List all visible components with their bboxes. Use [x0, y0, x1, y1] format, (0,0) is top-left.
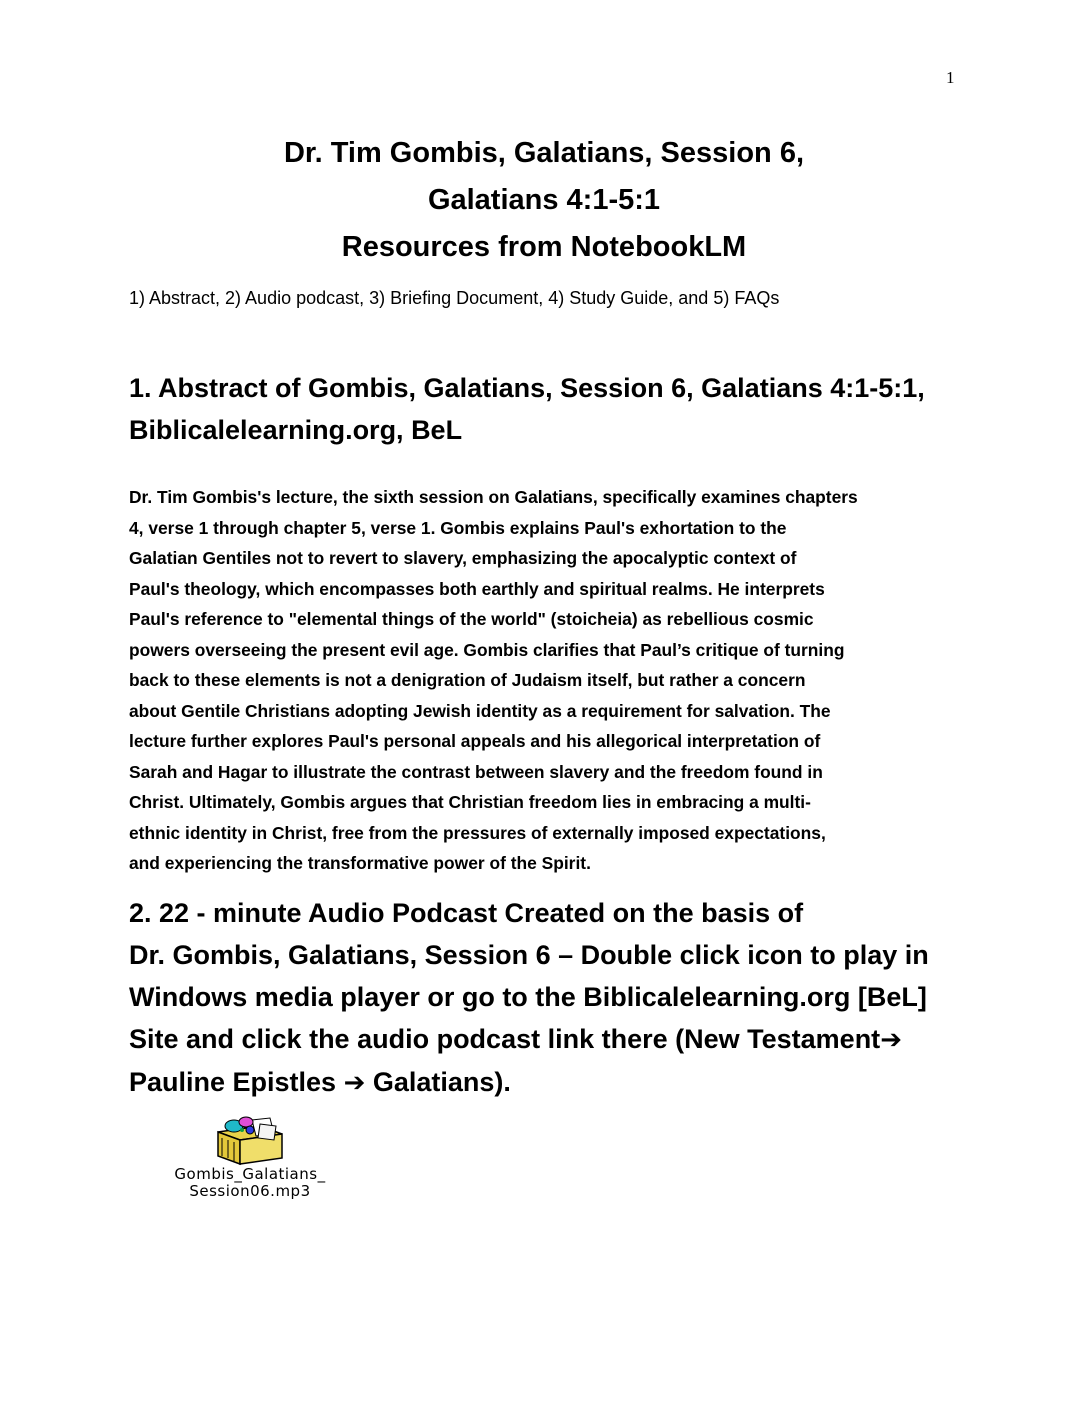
section-2-line-5-b: Galatians).	[365, 1067, 511, 1097]
abstract-line: lecture further explores Paul's personal appeals and his allegorical interpretation of	[129, 731, 821, 751]
mp3-package-icon[interactable]	[212, 1116, 288, 1166]
abstract-line: Paul's theology, which encompasses both earthly and spiritual realms. He interprets	[129, 578, 825, 599]
page-title	[0, 130, 1088, 271]
resource-list: 1) Abstract, 2) Audio podcast, 3) Briefing Document, 4) Study Guide, and 5) FAQs	[129, 288, 780, 308]
abstract-line: powers overseeing the present evil age. Gombis clarifies that Paul’s critique of turning	[129, 639, 845, 660]
section-1-heading	[129, 367, 959, 451]
right-arrow-icon: ➔	[343, 1068, 366, 1098]
section-2-line-4-text: Site and click the audio podcast link there (New Testament	[129, 1024, 881, 1054]
abstract-line: Sarah and Hagar to illustrate the contrast between slavery and the freedom found in	[129, 761, 823, 782]
title-line-1: Dr. Tim Gombis, Galatians, Session 6,	[283, 137, 805, 169]
section-2-line-5-a: Pauline Epistles	[129, 1067, 344, 1097]
abstract-line: back to these elements is not a denigration of Judaism itself, but rather a concern	[129, 670, 806, 690]
abstract-line: ethnic identity in Christ, free from the pressures of externally imposed expectations,	[129, 822, 826, 843]
section-1-heading-line-1: 1. Abstract of Gombis, Galatians, Session 6, Galatians 4:1-5:1,	[129, 373, 925, 403]
section-2-line-3: Windows media player or go to the Biblicalelearning.org [BeL]	[129, 982, 927, 1012]
abstract-line: 4, verse 1 through chapter 5, verse 1. Gombis explains Paul's exhortation to the	[129, 517, 787, 538]
audio-file-label-line-1: Gombis_Galatians_	[174, 1165, 326, 1183]
section-2-line-5	[129, 1061, 989, 1104]
abstract-line: about Gentile Christians adopting Jewish identity as a requirement for salvation. The	[129, 700, 831, 721]
title-line-2: Galatians 4:1-5:1	[427, 184, 661, 216]
section-2-line-2: Dr. Gombis, Galatians, Session 6 – Double click icon to play in	[129, 940, 929, 970]
section-1-heading-line-2: Biblicalelearning.org, BeL	[129, 415, 463, 445]
abstract-line: Christ. Ultimately, Gombis argues that Christian freedom lies in embracing a multi-	[129, 792, 811, 812]
section-2-heading	[129, 892, 989, 1104]
abstract-line: Paul's reference to "elemental things of the world" (stoicheia) as rebellious cosmic	[129, 609, 814, 629]
abstract-paragraph	[129, 482, 959, 879]
section-2-line-1: 2. 22 - minute Audio Podcast Created on the basis of	[129, 898, 804, 928]
abstract-line: Dr. Tim Gombis's lecture, the sixth session on Galatians, specifically examines chapters	[129, 487, 858, 507]
audio-file-attachment[interactable]	[130, 1116, 370, 1200]
page-number: 1	[946, 68, 955, 87]
audio-file-label-line-2: Session06.mp3	[189, 1182, 311, 1200]
title-line-3: Resources from NotebookLM	[341, 231, 747, 263]
abstract-line: Galatian Gentiles not to revert to slavery, emphasizing the apocalyptic context of	[129, 548, 797, 568]
right-arrow-icon: ➔	[880, 1025, 902, 1055]
section-2-line-4	[129, 1018, 989, 1061]
audio-file-label[interactable]	[130, 1166, 370, 1200]
abstract-line: and experiencing the transformative power of the Spirit.	[129, 853, 591, 873]
